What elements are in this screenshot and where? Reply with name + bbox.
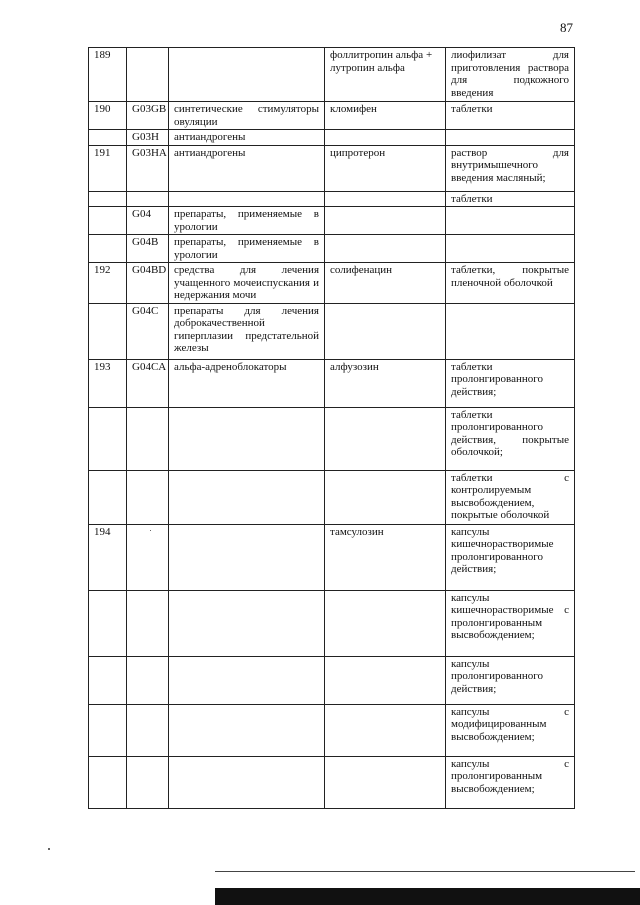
atc-code-cell: G04BD [127,263,169,304]
dosage-form-cell: таблетки пролонгированного действия, покрытые оболочкой; [446,407,575,470]
dosage-form-cell: капсулы с пролонгированным высвобождением; [446,756,575,808]
row-number-cell: 194 [89,524,127,590]
atc-code-cell [127,407,169,470]
dosage-form-cell [446,130,575,146]
inn-cell [325,191,446,207]
atc-code-cell [127,470,169,524]
table-row [89,303,575,359]
atc-code-cell [127,704,169,756]
atc-code-cell: G03H [127,130,169,146]
inn-cell [325,704,446,756]
dosage-form-cell: таблетки пролонгированного действия; [446,359,575,407]
table-row [89,145,575,191]
inn-cell [325,235,446,263]
table-row [89,704,575,756]
inn-cell [325,590,446,656]
dosage-form-cell: лиофилизат для приготовления раствора для подкожного введения [446,48,575,102]
atc-code-cell [127,756,169,808]
dosage-form-cell: таблетки с контролируемым высвобождением, покрытые оболочкой [446,470,575,524]
dosage-form-cell: таблетки [446,102,575,130]
page-number: 87 [560,20,573,35]
group-name-cell [169,470,325,524]
inn-cell [325,130,446,146]
inn-cell [325,207,446,235]
row-number-cell [89,207,127,235]
inn-cell [325,407,446,470]
row-number-cell [89,470,127,524]
dosage-form-cell: капсулы пролонгированного действия; [446,656,575,704]
atc-code-cell: G04 [127,207,169,235]
scan-speck [150,530,151,531]
row-number-cell [89,590,127,656]
inn-cell: кломифен [325,102,446,130]
inn-cell: ципротерон [325,145,446,191]
row-number-cell: 193 [89,359,127,407]
inn-cell: фоллитропин альфа + лутропин альфа [325,48,446,102]
row-number-cell [89,656,127,704]
dosage-form-cell: таблетки, покрытые пленочной оболочкой [446,263,575,304]
atc-code-cell [127,590,169,656]
row-number-cell [89,756,127,808]
table-row [89,590,575,656]
atc-code-cell: G04CA [127,359,169,407]
atc-code-cell: G04B [127,235,169,263]
inn-cell: алфузозин [325,359,446,407]
atc-code-cell: G03HA [127,145,169,191]
group-name-cell: препараты для лечения доброкачественной гиперплазии предстательной железы [169,303,325,359]
table-row [89,656,575,704]
group-name-cell [169,590,325,656]
atc-code-cell [127,48,169,102]
table-row [89,524,575,590]
atc-code-cell [127,191,169,207]
group-name-cell [169,48,325,102]
row-number-cell: 192 [89,263,127,304]
group-name-cell: альфа-адреноблокаторы [169,359,325,407]
dosage-form-cell [446,303,575,359]
inn-cell [325,656,446,704]
table-row [89,756,575,808]
table-row [89,191,575,207]
table-row [89,263,575,304]
row-number-cell: 189 [89,48,127,102]
row-number-cell: 190 [89,102,127,130]
row-number-cell [89,130,127,146]
table-row [89,470,575,524]
group-name-cell: препараты, применяемые в урологии [169,235,325,263]
group-name-cell: средства для лечения учащенного мочеиспускания и недержания мочи [169,263,325,304]
scan-rule-line [215,871,635,872]
table-row [89,130,575,146]
atc-code-cell: G04C [127,303,169,359]
inn-cell [325,303,446,359]
dosage-form-cell [446,235,575,263]
row-number-cell: 191 [89,145,127,191]
scan-edge-bar [215,888,640,905]
group-name-cell: синтетические стимуляторы овуляции [169,102,325,130]
inn-cell: тамсулозин [325,524,446,590]
row-number-cell [89,235,127,263]
row-number-cell [89,191,127,207]
group-name-cell [169,407,325,470]
table-row [89,102,575,130]
dosage-form-cell: капсулы кишечнорастворимые с пролонгированным высвобождением; [446,590,575,656]
group-name-cell [169,704,325,756]
group-name-cell [169,191,325,207]
group-name-cell [169,756,325,808]
group-name-cell [169,656,325,704]
dosage-form-cell [446,207,575,235]
atc-code-cell: G03GB [127,102,169,130]
row-number-cell [89,303,127,359]
inn-cell [325,756,446,808]
group-name-cell: антиандрогены [169,145,325,191]
scan-speck [48,848,50,850]
dosage-form-cell: капсулы кишечнорастворимые пролонгированного действия; [446,524,575,590]
inn-cell [325,470,446,524]
table-row [89,359,575,407]
drug-classification-table [88,47,575,809]
inn-cell: солифенацин [325,263,446,304]
table-row [89,407,575,470]
group-name-cell [169,524,325,590]
table-row [89,235,575,263]
row-number-cell [89,704,127,756]
dosage-form-cell: капсулы с модифицированным высвобождением; [446,704,575,756]
dosage-form-cell: таблетки [446,191,575,207]
table-row [89,48,575,102]
table-row [89,207,575,235]
group-name-cell: антиандрогены [169,130,325,146]
atc-code-cell [127,656,169,704]
atc-code-cell [127,524,169,590]
group-name-cell: препараты, применяемые в урологии [169,207,325,235]
dosage-form-cell: раствор для внутримышечного введения масляный; [446,145,575,191]
row-number-cell [89,407,127,470]
